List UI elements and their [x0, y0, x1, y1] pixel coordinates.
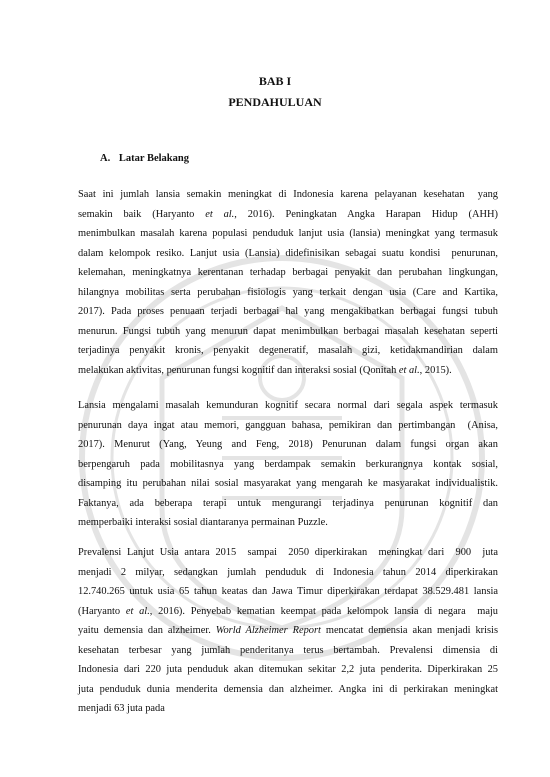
text-line: terjadinya penyakit kronis, penyakit degeneratif, masalah gizi, ketidakmandirian dalam	[78, 345, 498, 356]
text-line: kelemahan, meningkatnya kerentanan terhadap berbagai penyakit dan perubahan lingkungan,	[78, 267, 498, 278]
text-line: Saat ini jumlah lansia semakin meningkat di Indonesia karena pelayanan kesehatan yang	[78, 189, 498, 200]
chapter-number: BAB I	[258, 74, 292, 88]
text-line: memperbaiki interaksi sosial diantaranya permainan Puzzle.	[78, 517, 328, 528]
text-line: Indonesia dari 220 juta penduduk akan ditemukan sekitar 2,2 juta penderita. Diperkirakan 25	[78, 664, 498, 675]
paragraph-1	[78, 185, 498, 380]
text-line: 2017). Menurut (Yang, Yeung and Feng, 2018) Penurunan dalam fungsi organ akan	[78, 439, 498, 450]
section-heading	[100, 152, 189, 166]
text-line: Prevalensi Lanjut Usia antara 2015 sampai 2050 diperkirakan meningkat dari 900 juta	[78, 547, 498, 558]
text-line: (Haryanto et al., 2016). Penyebab kematian keempat pada kelompok lansia di negara maju	[78, 605, 499, 617]
text-line: Lansia mengalami masalah kemunduran kognitif secara normal dari segala aspek termasuk	[78, 400, 498, 411]
paragraph-3	[78, 543, 498, 719]
section-number: A.	[100, 153, 111, 164]
text-line: Faktanya, ada beberapa terapi untuk mengurangi terjadinya penurunan kognitif dan	[78, 497, 498, 509]
text-line: menjadi 2 milyar, sedangkan jumlah penduduk di Indonesia tahun 2014 diperkirakan	[78, 566, 498, 578]
text-line: hilangnya mobilitas serta perubahan fisiologis yang terkait dengan usia (Care and Kartika,	[78, 286, 498, 298]
paragraph-2	[78, 396, 498, 533]
text-line: penurunan daya ingat atau memori, gangguan bahasa, pemikiran dan pertimbangan (Anisa,	[78, 419, 498, 431]
text-line: berpengaruh pada mobilitasnya yang berdampak semakin berkurangnya kontak sosial,	[78, 458, 498, 470]
text-line: 2017). Pada proses penuaan terjadi berbagai hal yang mengakibatkan berbagai fungsi tubuh	[78, 306, 498, 317]
text-line: menjadi 63 juta pada	[78, 703, 165, 714]
text-line: yaitu demensia dan alzheimer. World Alzheimer Report mencatat demensia akan menjadi krisis	[78, 625, 498, 636]
chapter-title: PENDAHULUAN	[228, 95, 322, 109]
text-line: dalam kelompok resiko. Lanjut usia (Lansia) didefinisikan sebagai suatu kondisi penurunan,	[78, 247, 498, 259]
text-line: kesehatan terbesar yang jumlah penderitanya terus bertambah. Prevalensi dimensia di	[78, 644, 498, 656]
text-line: juta penduduk dunia menderita demensia dan alzheimer. Angka ini di perkirakan meningkat	[78, 683, 498, 695]
text-line: 12.740.265 untuk usia 65 tahun keatas dan Jawa Timur diperkirakan terdapat 38.529.481 lansia	[78, 586, 498, 597]
text-line: melakukan aktivitas, penurunan fungsi kognitif dan interaksi sosial (Qonitah et al., 2015).	[78, 364, 452, 376]
text-line: menurun. Fungsi tubuh yang menurun dapat menimbulkan berbagai masalah kesehatan seperti	[78, 325, 498, 337]
text-line: semakin baik (Haryanto et al., 2016). Peningkatan Angka Harapan Hidup (AHH)	[78, 208, 498, 220]
text-line: disamping itu perubahan nilai sosial masyarakat yang mengarah ke masyarakat individualistik.	[78, 478, 498, 489]
text-line: menimbulkan masalah karena populasi penduduk lanjut usia (lansia) meningkat yang termasuk	[78, 228, 498, 239]
section-title: Latar Belakang	[118, 153, 189, 164]
